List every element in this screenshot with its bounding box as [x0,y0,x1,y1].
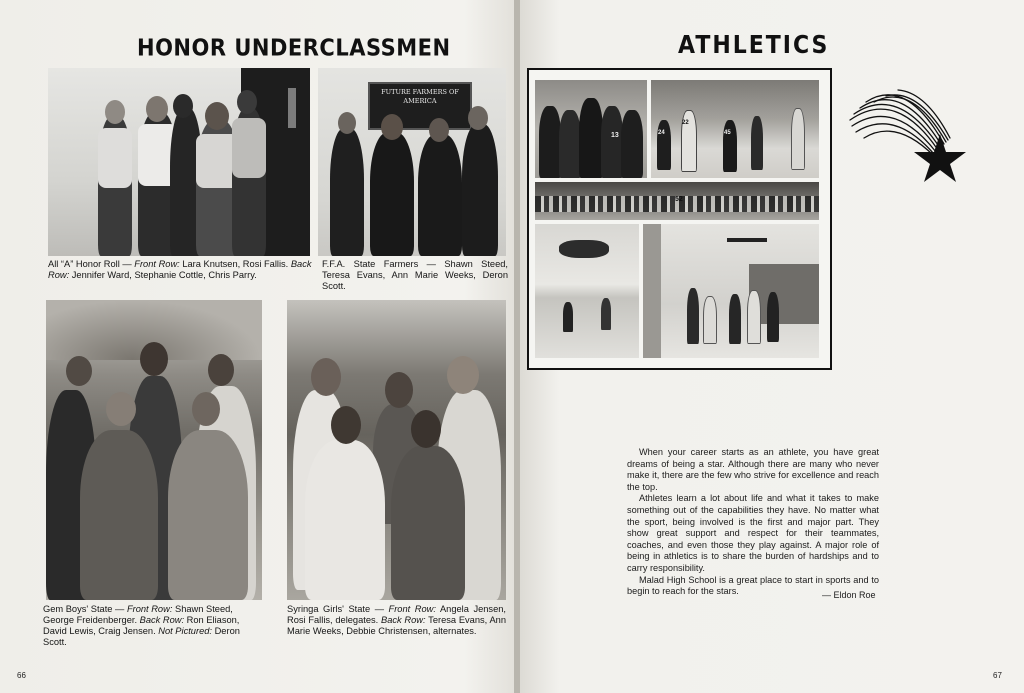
basketball-hoop-photo [643,224,819,358]
back-row-label: Back Row: [139,615,185,625]
back-row-names: Ron Eliason, David Lewis, Craig Jensen. [43,615,240,636]
ffa-state-farmers-photo [318,68,506,256]
page-number-left: 66 [17,671,26,680]
football-photo [535,182,819,220]
page-number-right: 67 [993,671,1002,680]
athletics-collage [527,68,832,370]
front-row-names: Shawn Steed, George Freidenberger. [43,604,233,625]
caption-lead: Gem Boys' State — [43,604,127,614]
paragraph-2: Athletes learn a lot about life and what it takes to make something out of the capabilities they have. No matter what the sport, being involved is the first and major part. They show great support and respect for their teammates, coaches, and even those they play against. A major role of being in athletics is to share the burden of hardships and to carry responsibility. [627,493,879,573]
basketball-photo-top [651,80,819,178]
front-row-names: Angela Jensen, Rosi Fallis, delegates. [287,604,507,625]
athletics-body-text [627,447,879,598]
front-row-label: Front Row: [388,604,436,614]
syringa-girls-state-photo [287,300,506,600]
honor-roll-photo [48,68,310,256]
front-row-label: Front Row: [126,604,173,614]
book-gutter [514,0,520,693]
front-row-names: Lara Knutsen, Rosi Fallis. [179,259,289,269]
paragraph-3: Malad High School is a great place to start in sports and to begin to reach for the stars. [627,574,879,597]
ffa-caption [322,259,508,292]
honor-underclassmen-title: HONOR UNDERCLASSMEN [137,34,451,62]
cheerleaders-photo: 13 [535,80,647,178]
wrestling-track-photo [535,224,639,358]
caption-lead: Syringa Girls' State — [287,604,389,614]
not-pictured-label: Not Pictured: [158,626,212,636]
author-credit: — Eldon Roe [822,590,876,600]
back-row-names: Jennifer Ward, Stephanie Cottle, Chris Parry. [69,270,257,280]
ffa-banner-text: FUTURE FARMERS OF AMERICA [381,88,459,105]
jersey-24: 24 [658,130,665,136]
caption-lead: All “A” Honor Roll — [48,259,135,269]
back-row-label: Back Row: [48,259,312,280]
jersey-45: 45 [724,130,731,136]
jersey-22: 22 [682,120,689,126]
back-row-label: Back Row: [381,615,426,625]
jersey-52: 52 [675,196,683,203]
gem-boys-state-photo [46,300,262,600]
honor-roll-caption [48,259,312,281]
boys-state-caption [43,604,265,648]
not-pictured-names: Deron Scott. [43,626,240,647]
girls-state-caption [287,604,506,637]
front-row-label: Front Row: [134,259,180,269]
athletics-title: ATHLETICS [678,31,830,60]
paragraph-1: When your career starts as an athlete, you have great dreams of being a star. Although there are many who never make it, there are the few who strive for excellence and reach the top. [627,447,879,492]
ffa-caption-text: F.F.A. State Farmers — Shawn Steed, Teresa Evans, Ann Marie Weeks, Deron Scott. [322,259,508,291]
shooting-star-icon [846,78,970,186]
back-row-names: Teresa Evans, Ann Marie Weeks, Debbie Christensen, alternates. [287,615,507,636]
